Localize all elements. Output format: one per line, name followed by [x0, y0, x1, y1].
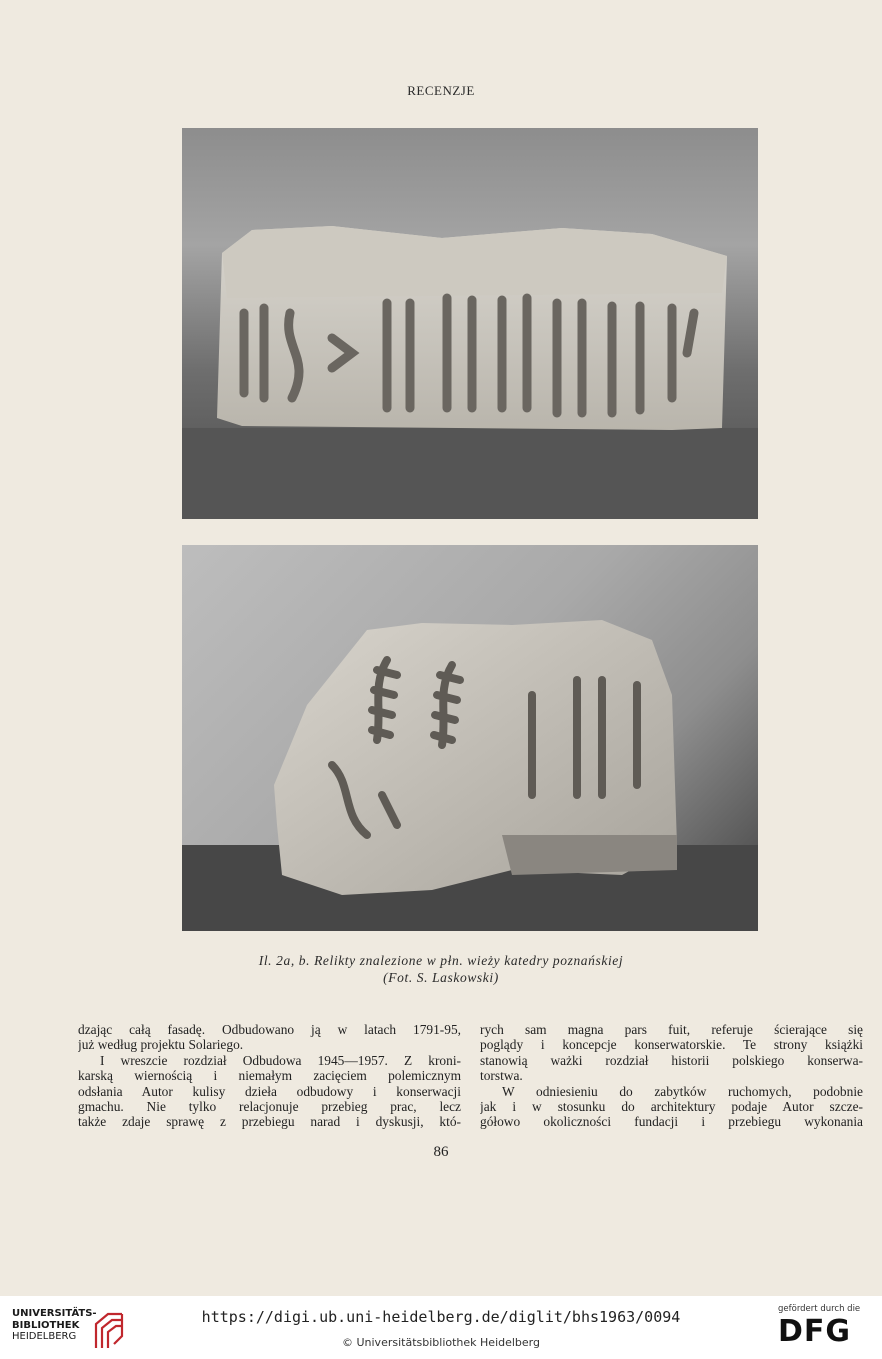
dfg-logo: DFG	[778, 1314, 852, 1349]
library-name-line-2: BIBLIOTHEK	[12, 1319, 80, 1331]
text-line: I wreszcie rozdział Odbudowa 1945—1957. Z kroni-	[100, 1052, 461, 1068]
figure-caption	[0, 952, 882, 986]
text-line: rych sam magna pars fuit, referuje ścierające się	[480, 1022, 863, 1037]
text-line: W odniesieniu do zabytków ruchomych, podobnie	[502, 1083, 863, 1099]
text-line: jak i w stosunku do architektury podaje Autor szcze-	[480, 1099, 863, 1115]
funder-label: gefördert durch die	[778, 1304, 861, 1314]
text-line: odsłania Autor kulisy dzieła odbudowy i konserwacji	[78, 1083, 461, 1099]
text-column-right	[480, 1022, 863, 1130]
text-line: torstwa.	[480, 1068, 523, 1084]
viewer-footer	[0, 1296, 882, 1359]
page-number: 86	[433, 1144, 449, 1160]
stone-block-illustration	[182, 128, 758, 519]
copyright-notice: © Universitätsbibliothek Heidelberg	[341, 1336, 540, 1349]
caption-line-1: Il. 2a, b. Relikty znalezione w płn. wieży katedry poznańskiej	[258, 953, 624, 968]
text-line: stanowią ważki rozdział historii polskiego konserwa-	[480, 1052, 863, 1068]
library-name-line-1: UNIVERSITÄTS-	[12, 1308, 97, 1319]
text-line: gółowo okoliczności fundacji i przebiegu wykonania	[480, 1114, 863, 1130]
photo-relic-b	[182, 545, 758, 931]
text-line: poglądy i koncepcje konserwatorskie. Te strony książki	[480, 1037, 863, 1053]
photo-relic-a	[182, 128, 758, 519]
running-head: RECENZJE	[407, 83, 475, 98]
text-line: także zdaje sprawę z przebiegu narad i dyskusji, któ-	[78, 1114, 461, 1130]
permalink-url[interactable]: https://digi.ub.uni-heidelberg.de/diglit/bhs1963/0094	[201, 1308, 681, 1326]
text-line: karską wiernością i niemałym zacięciem polemicznym	[78, 1068, 461, 1084]
stone-fragment-illustration	[182, 545, 758, 931]
text-line: już według projektu Solariego.	[78, 1037, 244, 1053]
text-column-left	[78, 1022, 461, 1130]
text-line: dzając całą fasadę. Odbudowano ją w latach 1791-95,	[78, 1022, 461, 1037]
funder-block[interactable]	[778, 1304, 868, 1348]
caption-line-2: (Fot. S. Laskowski)	[383, 970, 499, 985]
library-name-line-3: HEIDELBERG	[12, 1331, 77, 1342]
text-line: gmachu. Nie tylko relacjonuje przebieg prac, lecz	[78, 1099, 461, 1115]
